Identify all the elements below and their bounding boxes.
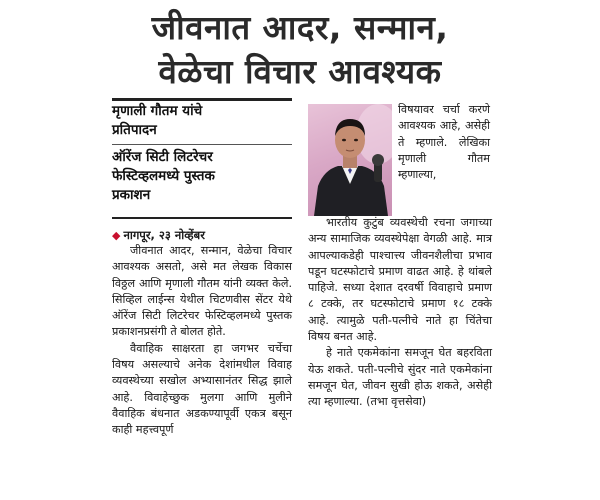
speaker-photo	[308, 104, 392, 216]
dateline	[112, 227, 292, 244]
column-1-paragraph-2: वैवाहिक साक्षरता हा जगभर चर्चेचा विषय असल्याचे अनेक देशांमधील विवाह व्यवस्थेच्या सखोल अभ्यासानंतर सिद्ध झाले आहे. विवाहेच्छुक मुलगा आणि मुलीने वैवाहिक बंधनात अडकण्यापूर्वी एकत्र बसून काही महत्त्वपूर्ण	[112, 341, 292, 437]
column-2-paragraph-2-text: हे नाते एकमेकांना समजून घेत बहरविता येऊ शकते. पती-पत्नीचे सुंदर नाते एकमेकांना समजून घेत, जीवन सुखी होऊ शकते, असेही त्या म्हणाल्या.	[308, 346, 492, 409]
column-2-paragraph-1: भारतीय कुटुंब व्यवस्थेची रचना जगाच्या अन्य सामाजिक व्यवस्थेपेक्षा वेगळी आहे. मात्र आपल्याकडेही पाश्चात्त्य जीवनशैलीचा प्रभाव पडून घटस्फोटाचे प्रमाण वाढत आहे. हे थांबले पाहिजे. सध्या देशात दरवर्षी विवाहाचे प्रमाण ८ टक्के, तर घटस्फोटाचे प्रमाण १८ टक्के आहे. त्यामुळे पती-पत्नीचे नाते हा चिंतेचा विषय बनत आहे.	[308, 216, 492, 344]
subhead-1-line-1: मृणाली गौतम यांचे	[112, 103, 203, 119]
column-2-lead-text: विषयावर चर्चा करणे आवश्यक आहे, असेही ते म्हणाले. लेखिका मृणाली गौतम म्हणाल्या,	[398, 103, 490, 182]
subhead-1	[112, 102, 202, 140]
headline	[0, 6, 600, 94]
subhead-divider	[112, 144, 292, 145]
column-2-paragraph-2	[308, 345, 492, 410]
column-2	[308, 215, 492, 411]
red-diamond-icon: ◆	[112, 229, 121, 242]
subhead-2	[112, 148, 215, 205]
news-agency-credit: (तभा वृत्तसेवा)	[366, 395, 427, 409]
subhead-2-line-1: ऑरेंज सिटी लिटरेचर	[112, 149, 213, 165]
speaker-portrait-image	[308, 104, 392, 216]
subhead-top-rule	[112, 98, 292, 101]
subhead-1-line-2: प्रतिपादन	[112, 122, 157, 138]
dateline-text: नागपूर, २३ नोव्हेंबर	[123, 228, 205, 242]
column-2-beside-photo	[398, 102, 490, 183]
subhead-2-line-2: फेस्टिव्हलमध्ये पुस्तक	[112, 168, 215, 184]
column-1-paragraph-1: जीवनात आदर, सन्मान, वेळेचा विचार आवश्यक असतो, असे मत लेखक विकास विठ्ठल आणि मृणाली गौतम यांनी व्यक्त केले. सिव्हिल लाईन्स येथील चिटणवीस सेंटर येथे ऑरेंज सिटी लिटरेचर फेस्टिव्हलमध्ये पुस्तक प्रकाशनप्रसंगी ते बोलत होते.	[112, 244, 292, 339]
column-1	[112, 243, 292, 439]
headline-line-1: जीवनात आदर, सन्मान,	[151, 8, 449, 47]
subhead-bottom-rule	[112, 217, 292, 219]
headline-line-2: वेळेचा विचार आवश्यक	[158, 52, 442, 91]
subhead-2-line-3: प्रकाशन	[112, 187, 151, 203]
